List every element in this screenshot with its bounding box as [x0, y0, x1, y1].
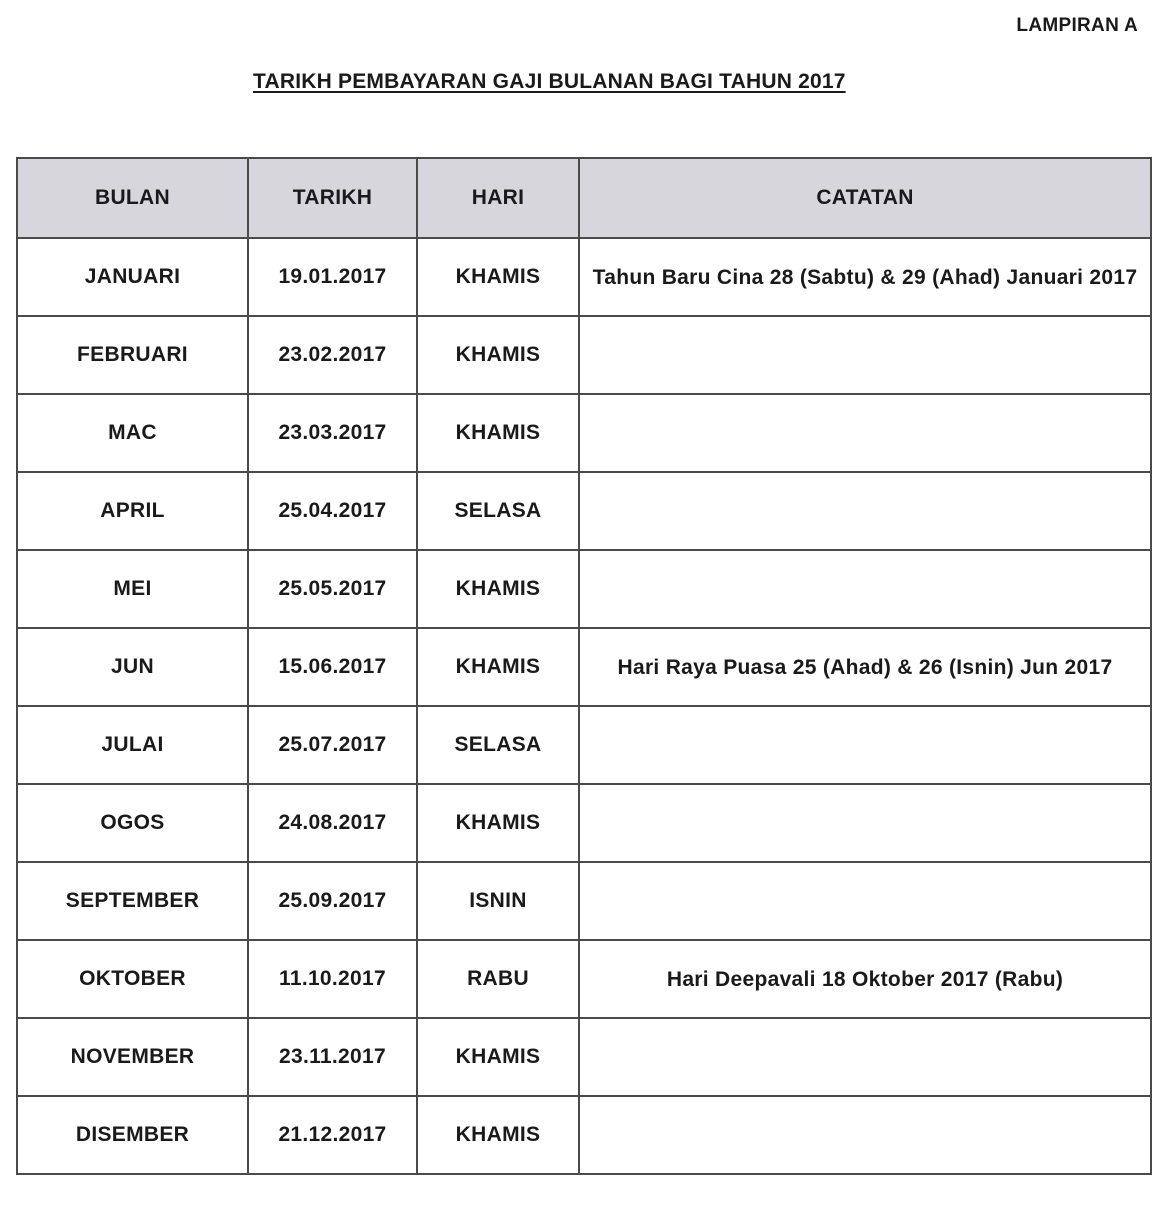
day-cell: RABU	[417, 940, 579, 1018]
day-cell: KHAMIS	[417, 628, 579, 706]
day-cell: KHAMIS	[417, 394, 579, 472]
day-cell: KHAMIS	[417, 550, 579, 628]
table-body	[17, 238, 1151, 1174]
table-row	[17, 550, 1151, 628]
day-cell: SELASA	[417, 472, 579, 550]
month-cell: OGOS	[17, 784, 248, 862]
day-cell: KHAMIS	[417, 1096, 579, 1174]
date-cell: 15.06.2017	[248, 628, 417, 706]
month-cell: JANUARI	[17, 238, 248, 316]
day-cell: KHAMIS	[417, 238, 579, 316]
day-cell: SELASA	[417, 706, 579, 784]
table-row	[17, 394, 1151, 472]
note-cell	[579, 1096, 1151, 1174]
month-cell: MAC	[17, 394, 248, 472]
column-header-date: TARIKH	[248, 158, 417, 238]
month-cell: SEPTEMBER	[17, 862, 248, 940]
month-cell: OKTOBER	[17, 940, 248, 1018]
table-row	[17, 472, 1151, 550]
day-cell: ISNIN	[417, 862, 579, 940]
date-cell: 25.05.2017	[248, 550, 417, 628]
note-cell: Hari Raya Puasa 25 (Ahad) & 26 (Isnin) Jun 2017	[579, 628, 1151, 706]
note-cell	[579, 394, 1151, 472]
column-header-day: HARI	[417, 158, 579, 238]
note-cell	[579, 706, 1151, 784]
note-cell	[579, 472, 1151, 550]
date-cell: 21.12.2017	[248, 1096, 417, 1174]
date-cell: 23.02.2017	[248, 316, 417, 394]
date-cell: 23.03.2017	[248, 394, 417, 472]
table-row	[17, 628, 1151, 706]
table-row	[17, 862, 1151, 940]
table-row	[17, 940, 1151, 1018]
column-header-note: CATATAN	[579, 158, 1151, 238]
note-cell	[579, 784, 1151, 862]
month-cell: JULAI	[17, 706, 248, 784]
date-cell: 25.04.2017	[248, 472, 417, 550]
table-row	[17, 1096, 1151, 1174]
month-cell: MEI	[17, 550, 248, 628]
note-cell	[579, 1018, 1151, 1096]
table-row	[17, 316, 1151, 394]
header-row	[17, 158, 1151, 238]
table-header	[17, 158, 1151, 238]
date-cell: 11.10.2017	[248, 940, 417, 1018]
table-row	[17, 238, 1151, 316]
column-header-month: BULAN	[17, 158, 248, 238]
month-cell: APRIL	[17, 472, 248, 550]
salary-schedule-table	[16, 157, 1152, 1175]
month-cell: JUN	[17, 628, 248, 706]
table-row	[17, 706, 1151, 784]
month-cell: FEBRUARI	[17, 316, 248, 394]
date-cell: 23.11.2017	[248, 1018, 417, 1096]
date-cell: 25.09.2017	[248, 862, 417, 940]
note-cell	[579, 316, 1151, 394]
day-cell: KHAMIS	[417, 1018, 579, 1096]
month-cell: DISEMBER	[17, 1096, 248, 1174]
note-cell: Tahun Baru Cina 28 (Sabtu) & 29 (Ahad) Januari 2017	[579, 238, 1151, 316]
day-cell: KHAMIS	[417, 316, 579, 394]
note-cell: Hari Deepavali 18 Oktober 2017 (Rabu)	[579, 940, 1151, 1018]
day-cell: KHAMIS	[417, 784, 579, 862]
note-cell	[579, 862, 1151, 940]
month-cell: NOVEMBER	[17, 1018, 248, 1096]
table-row	[17, 784, 1151, 862]
date-cell: 24.08.2017	[248, 784, 417, 862]
date-cell: 25.07.2017	[248, 706, 417, 784]
table-row	[17, 1018, 1151, 1096]
annex-label: LAMPIRAN A	[1016, 15, 1138, 36]
document-title: TARIKH PEMBAYARAN GAJI BULANAN BAGI TAHUN 2017	[253, 70, 846, 93]
note-cell	[579, 550, 1151, 628]
date-cell: 19.01.2017	[248, 238, 417, 316]
